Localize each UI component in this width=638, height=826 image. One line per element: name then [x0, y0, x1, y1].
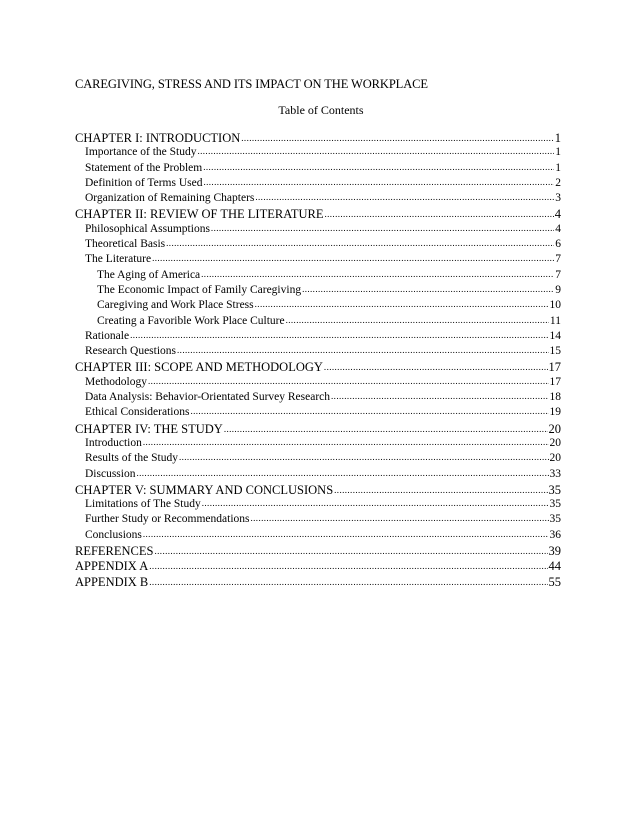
toc-dot-leader — [179, 452, 549, 462]
toc-entry-label: Research Questions — [85, 345, 177, 358]
toc-entry[interactable] — [75, 131, 561, 146]
toc-dot-leader — [143, 529, 549, 539]
toc-dot-leader — [255, 299, 549, 309]
toc-entry-label: Further Study or Recommendations — [85, 513, 250, 526]
toc-entry[interactable] — [75, 468, 561, 483]
toc-dot-leader — [136, 468, 548, 478]
toc-dot-leader — [130, 330, 548, 340]
toc-entry[interactable] — [75, 238, 561, 253]
toc-entry-page-number: 35 — [549, 498, 561, 511]
toc-dot-leader — [166, 238, 554, 248]
toc-entry-label: CHAPTER III: SCOPE AND METHODOLOGY — [75, 360, 323, 375]
toc-entry[interactable] — [75, 192, 561, 207]
toc-entry-label: Introduction — [85, 436, 142, 449]
toc-entry-page-number: 17 — [548, 360, 561, 375]
toc-entry-label: Organization of Remaining Chapters — [85, 192, 255, 205]
toc-entry-page-number: 9 — [555, 283, 561, 296]
toc-entry-page-number: 33 — [549, 467, 561, 480]
toc-entry-label: Discussion — [85, 467, 136, 480]
toc-dot-leader — [334, 485, 547, 495]
toc-entry-page-number: 11 — [549, 314, 561, 327]
toc-entry[interactable] — [75, 360, 561, 375]
toc-entry-label: Rationale — [85, 329, 130, 342]
toc-entry[interactable] — [75, 575, 561, 590]
toc-entry-label: Creating a Favorible Work Place Culture — [97, 314, 285, 327]
toc-entry[interactable] — [75, 207, 561, 222]
toc-entry-label: Results of the Study — [85, 452, 178, 465]
toc-entry-page-number: 39 — [548, 544, 561, 559]
toc-entry-page-number: 1 — [554, 131, 561, 145]
toc-entry-page-number: 44 — [548, 559, 561, 574]
toc-entry-label: APPENDIX A — [75, 559, 149, 574]
toc-dot-leader — [202, 498, 549, 508]
toc-dot-leader — [251, 513, 549, 523]
toc-entry[interactable] — [75, 498, 561, 513]
toc-entry-label: APPENDIX B — [75, 574, 149, 589]
toc-entry-page-number: 2 — [555, 176, 561, 189]
toc-entry-page-number: 17 — [549, 375, 561, 388]
toc-dot-leader — [152, 253, 554, 263]
toc-entry[interactable] — [75, 544, 561, 559]
toc-entry-label: Data Analysis: Behavior-Orientated Survey Research — [85, 391, 331, 404]
toc-dot-leader — [324, 362, 548, 372]
toc-entry[interactable] — [75, 437, 561, 452]
toc-entry[interactable] — [75, 559, 561, 574]
toc-dot-leader — [155, 546, 548, 556]
toc-entry[interactable] — [75, 223, 561, 238]
toc-dot-leader — [177, 345, 548, 355]
toc-entry-label: Statement of the Problem — [85, 161, 203, 174]
toc-entry[interactable] — [75, 269, 561, 284]
toc-entry[interactable] — [75, 452, 561, 467]
toc-entry-page-number: 14 — [549, 329, 561, 342]
toc-entry-page-number: 4 — [555, 222, 561, 235]
toc-entry-page-number: 20 — [549, 436, 561, 449]
toc-entry-page-number: 15 — [549, 345, 561, 358]
toc-entry[interactable] — [75, 422, 561, 437]
toc-entry-label: Importance of the Study — [85, 146, 197, 159]
toc-entry[interactable] — [75, 376, 561, 391]
toc-dot-leader — [148, 376, 549, 386]
toc-entry-label: Ethical Considerations — [85, 406, 190, 419]
toc-dot-leader — [241, 133, 553, 143]
toc-entry[interactable] — [75, 391, 561, 406]
toc-entry[interactable] — [75, 284, 561, 299]
toc-entry-page-number: 19 — [549, 406, 561, 419]
toc-entry-page-number: 35 — [548, 482, 561, 497]
toc-entry-page-number: 10 — [549, 299, 561, 312]
toc-entry-label: CHAPTER II: REVIEW OF THE LITERATURE — [75, 207, 324, 222]
toc-heading: Table of Contents — [278, 103, 364, 117]
toc-dot-leader — [197, 146, 554, 156]
toc-entry[interactable] — [75, 406, 561, 421]
toc-dot-leader — [143, 437, 549, 447]
toc-entry[interactable] — [75, 146, 561, 161]
toc-entry[interactable] — [75, 330, 561, 345]
toc-entry[interactable] — [75, 513, 561, 528]
toc-entry-page-number: 55 — [548, 574, 561, 589]
table-of-contents — [75, 131, 561, 590]
toc-dot-leader — [331, 391, 548, 401]
toc-entry-page-number: 1 — [555, 161, 561, 174]
toc-dot-leader — [149, 561, 547, 571]
toc-entry-page-number: 4 — [554, 207, 561, 222]
toc-entry[interactable] — [75, 483, 561, 498]
toc-entry[interactable] — [75, 299, 561, 314]
toc-entry-label: The Literature — [85, 253, 152, 266]
toc-entry-page-number: 35 — [549, 513, 561, 526]
toc-entry-page-number: 18 — [549, 391, 561, 404]
toc-entry-label: CHAPTER I: INTRODUCTION — [75, 131, 241, 145]
toc-entry[interactable] — [75, 162, 561, 177]
toc-dot-leader — [255, 192, 554, 202]
toc-entry[interactable] — [75, 529, 561, 544]
toc-entry-page-number: 20 — [549, 452, 561, 465]
toc-entry[interactable] — [75, 345, 561, 360]
toc-entry-label: CHAPTER V: SUMMARY AND CONCLUSIONS — [75, 482, 334, 497]
toc-dot-leader — [203, 162, 554, 172]
toc-dot-leader — [190, 406, 548, 416]
toc-entry-label: Conclusions — [85, 528, 142, 541]
toc-entry[interactable] — [75, 253, 561, 268]
toc-dot-leader — [302, 284, 554, 294]
toc-entry-page-number: 1 — [555, 146, 561, 159]
toc-entry-page-number: 6 — [555, 238, 561, 251]
toc-entry-label: Caregiving and Work Place Stress — [97, 299, 254, 312]
toc-entry-label: REFERENCES — [75, 544, 154, 559]
toc-dot-leader — [224, 424, 548, 434]
toc-dot-leader — [201, 269, 554, 279]
toc-entry-label: CHAPTER IV: THE STUDY — [75, 421, 223, 436]
toc-entry-page-number: 36 — [549, 528, 561, 541]
toc-entry[interactable] — [75, 177, 561, 192]
toc-dot-leader — [286, 315, 549, 325]
toc-dot-leader — [324, 209, 553, 219]
toc-dot-leader — [149, 577, 547, 587]
toc-dot-leader — [203, 177, 554, 187]
toc-entry-label: The Aging of America — [97, 268, 201, 281]
document-title: CAREGIVING, STRESS AND ITS IMPACT ON THE WORKPLACE — [75, 77, 428, 91]
toc-entry-label: Limitations of The Study — [85, 498, 201, 511]
toc-entry-label: Theoretical Basis — [85, 238, 166, 251]
toc-entry-page-number: 7 — [555, 253, 561, 266]
toc-entry[interactable] — [75, 315, 561, 330]
toc-entry-page-number: 3 — [555, 192, 561, 205]
toc-entry-label: The Economic Impact of Family Caregiving — [97, 283, 302, 296]
toc-entry-page-number: 20 — [548, 421, 561, 436]
toc-dot-leader — [211, 223, 554, 233]
toc-entry-label: Methodology — [85, 375, 147, 388]
toc-entry-label: Philosophical Assumptions — [85, 222, 210, 235]
toc-entry-label: Definition of Terms Used — [85, 176, 203, 189]
toc-entry-page-number: 7 — [555, 268, 561, 281]
